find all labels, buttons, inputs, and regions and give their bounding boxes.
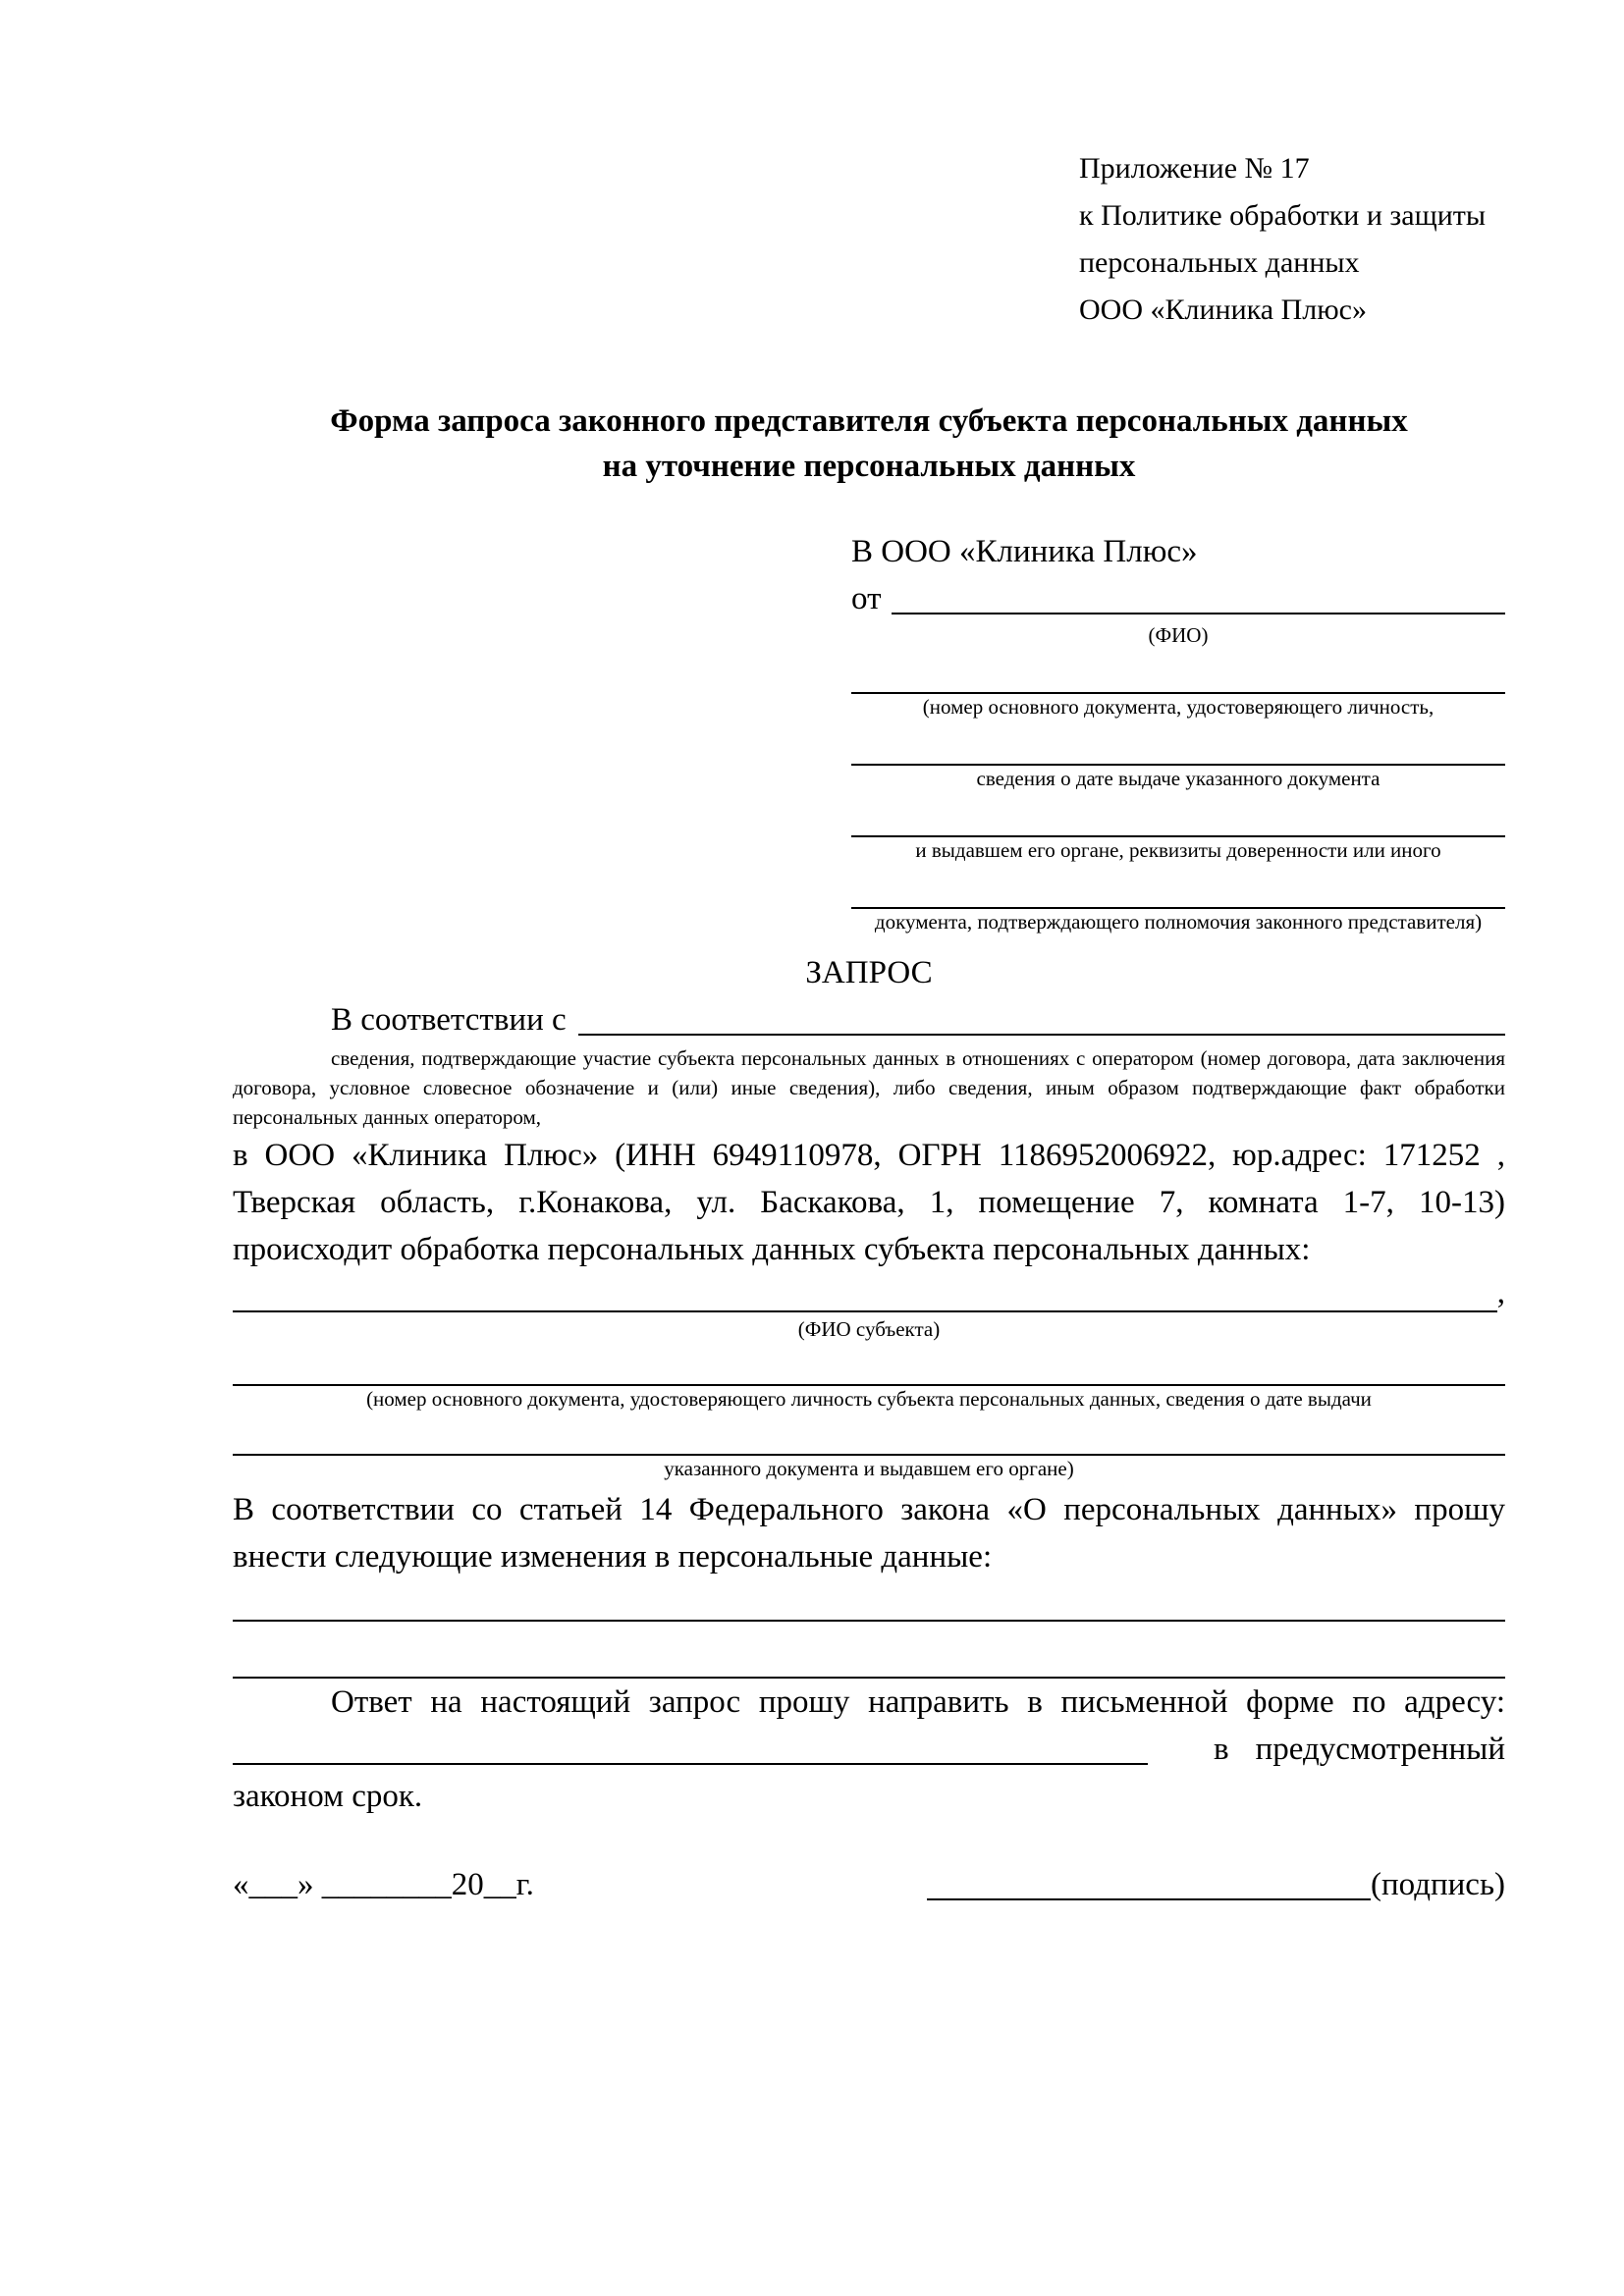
- operator-paragraph: в ООО «Клиника Плюс» (ИНН 6949110978, ОГРН 1186952006922, юр.адрес: 171252 , Тверская область, г.Конакова, ул. Баскакова, 1, помещение 7, комната 1-7, 10-13) происходит обработка персональных данных субъекта персональных данных:: [233, 1138, 1505, 1267]
- subject-doc-write-line-2: [233, 1413, 1505, 1456]
- subject-comma: ,: [1496, 1275, 1505, 1310]
- header-line-company: ООО «Клиника Плюс»: [1079, 294, 1367, 326]
- intro-row: [233, 996, 1505, 1043]
- doc-authority-caption: и выдавшем его органе, реквизиты доверенности или иного: [915, 838, 1441, 862]
- form-title: [233, 399, 1505, 489]
- fio-caption: (ФИО): [1148, 623, 1209, 647]
- subject-doc-write-line-1: [233, 1343, 1505, 1386]
- changes-write-line-1: [233, 1580, 1505, 1622]
- page-content: [233, 145, 1505, 1908]
- subject-fio-row: [233, 1273, 1505, 1316]
- signature-write-line: [927, 1898, 1371, 1900]
- address-write-line: [233, 1763, 1148, 1765]
- signature-group: [927, 1861, 1505, 1908]
- subject-doc-caption-1: (номер основного документа, удостоверяющего личность субъекта персональных данных, сведения о дате выдачи: [366, 1387, 1372, 1411]
- header-line-personal-data: персональных данных: [1079, 246, 1360, 279]
- basis-write-line: [578, 1034, 1505, 1036]
- signature-caption: (подпись): [1371, 1867, 1505, 1902]
- addressee-block: [851, 528, 1505, 935]
- request-heading: ЗАПРОС: [805, 955, 933, 990]
- doc-number-write-line: [851, 649, 1505, 694]
- answer-word-in: в: [1214, 1732, 1229, 1767]
- answer-address-row: [233, 1726, 1505, 1773]
- from-label: от: [851, 581, 882, 616]
- form-title-line2: на уточнение персональных данных: [602, 449, 1136, 484]
- doc-authority-write-line: [851, 792, 1505, 837]
- answer-paragraph-line1: Ответ на настоящий запрос прошу направить в письменной форме по адресу:: [331, 1684, 1505, 1720]
- header-block: [1079, 145, 1505, 334]
- doc-issue-date-caption: сведения о дате выдаче указанного документа: [976, 767, 1380, 790]
- subject-fio-caption: (ФИО субъекта): [797, 1317, 941, 1341]
- doc-number-caption: (номер основного документа, удостоверяющего личность,: [922, 695, 1435, 719]
- subject-doc-caption-2: указанного документа и выдавшем его органе): [664, 1457, 1074, 1480]
- form-title-line1: Форма запроса законного представителя субъекта персональных данных: [330, 403, 1408, 439]
- header-line-appendix: Приложение № 17: [1079, 152, 1310, 185]
- doc-issue-date-write-line: [851, 721, 1505, 766]
- answer-word-stipulated: предусмотренный: [1255, 1732, 1505, 1767]
- answer-paragraph-line3: законом срок.: [233, 1779, 423, 1814]
- date-line: «___» ________20__г.: [233, 1867, 534, 1902]
- law-paragraph: В соответствии со статьей 14 Федерального закона «О персональных данных» прошу внести следующие изменения в персональные данные:: [233, 1492, 1505, 1575]
- from-row: [851, 575, 1505, 622]
- header-line-policy: к Политике обработки и защиты: [1079, 199, 1487, 232]
- doc-powers-write-line: [851, 864, 1505, 909]
- intro-label: В соответствии с: [331, 1002, 567, 1038]
- date-signature-row: [233, 1861, 1505, 1908]
- doc-powers-caption: документа, подтверждающего полномочия законного представителя): [874, 910, 1483, 934]
- basis-caption: сведения, подтверждающие участие субъекта персональных данных в отношениях с оператором (номер договора, дата заключения договора, условное словесное обозначение и (или) иные сведения), либо сведения, иным образом подтверждающие факт обработки персональных данных оператором,: [233, 1046, 1505, 1129]
- changes-write-line-2: [233, 1622, 1505, 1679]
- from-write-line: [892, 613, 1506, 614]
- subject-fio-write-line: [233, 1310, 1497, 1312]
- addressee-to: В ООО «Клиника Плюс»: [851, 534, 1198, 569]
